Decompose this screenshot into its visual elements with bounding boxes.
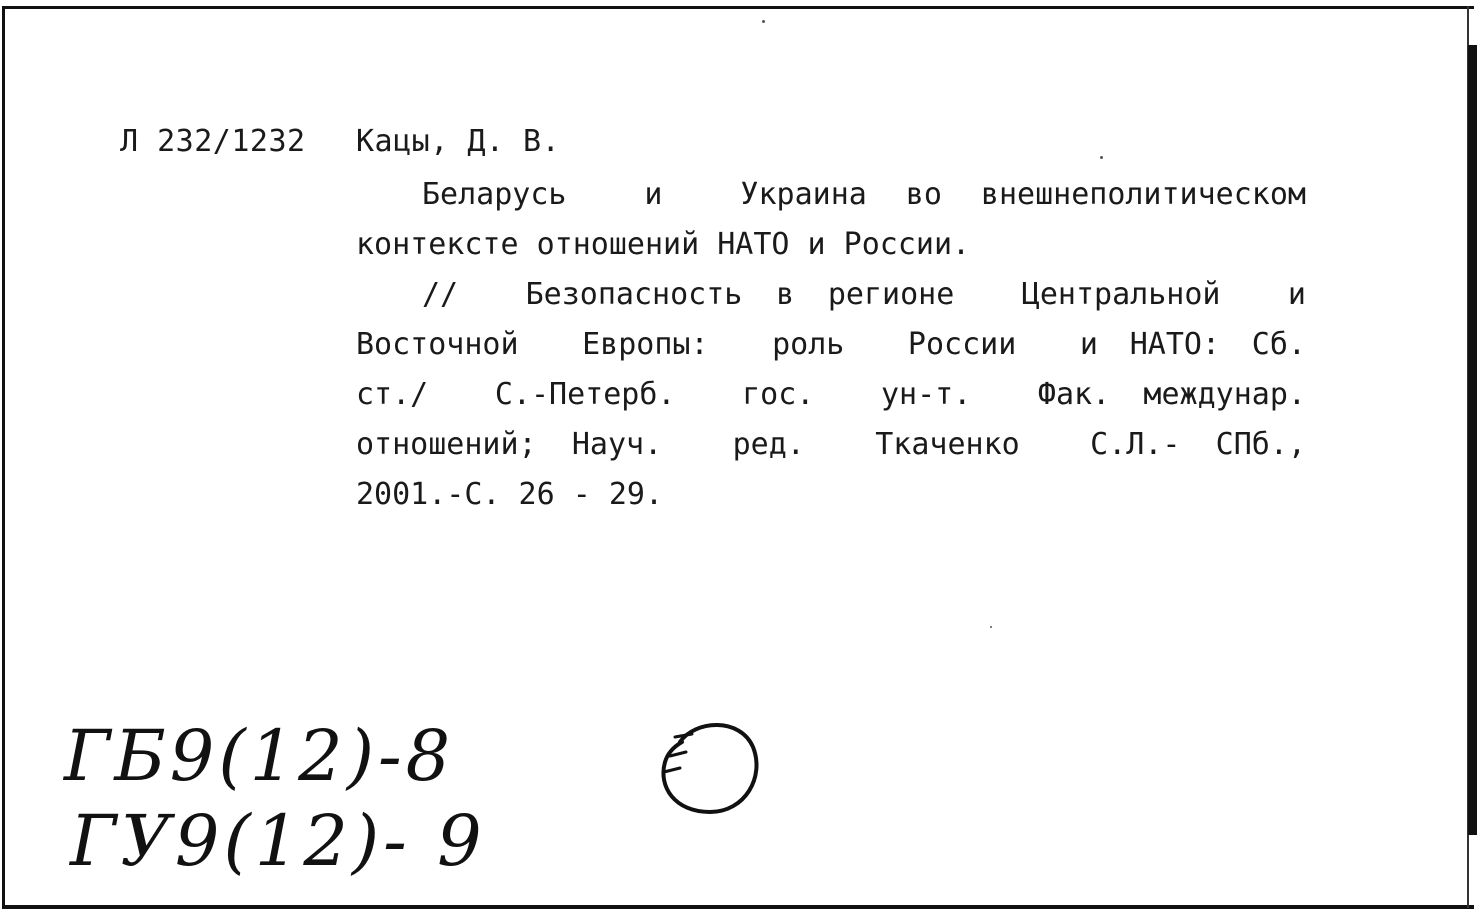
- card-border-right: [1468, 45, 1477, 835]
- card-border-bottom: [2, 905, 1474, 909]
- handwritten-shelfmark-2: ГУ9(12)- 9: [70, 800, 486, 882]
- title-line: контексте отношений НАТО и России.: [356, 227, 971, 262]
- card-border-left: [2, 6, 5, 908]
- scan-speck: [1100, 156, 1103, 159]
- call-number: Л 232/1232: [120, 124, 306, 159]
- handwritten-circle-mark: [650, 712, 765, 822]
- source-line: // Безопасность в регионе Центральной и: [422, 277, 1306, 312]
- title-line: Беларусь и Украина во внешнеполитическом: [422, 177, 1306, 212]
- source-line: Восточной Европы: роль России и НАТО: Сб.: [356, 327, 1306, 362]
- source-line: ст./ С.-Петерб. гос. ун-т. Фак. междунар.: [356, 377, 1306, 412]
- scan-speck: [762, 20, 765, 23]
- handwritten-shelfmark-1: ГБ9(12)-8: [64, 715, 455, 797]
- scan-speck: [990, 626, 992, 628]
- card-border-top: [4, 6, 1474, 9]
- source-line: отношений; Науч. ред. Ткаченко С.Л.- СПб.,: [356, 427, 1306, 462]
- author-name: Кацы, Д. В.: [356, 124, 561, 159]
- source-line: 2001.-С. 26 - 29.: [356, 477, 664, 512]
- bibliographic-description: [356, 170, 1306, 520]
